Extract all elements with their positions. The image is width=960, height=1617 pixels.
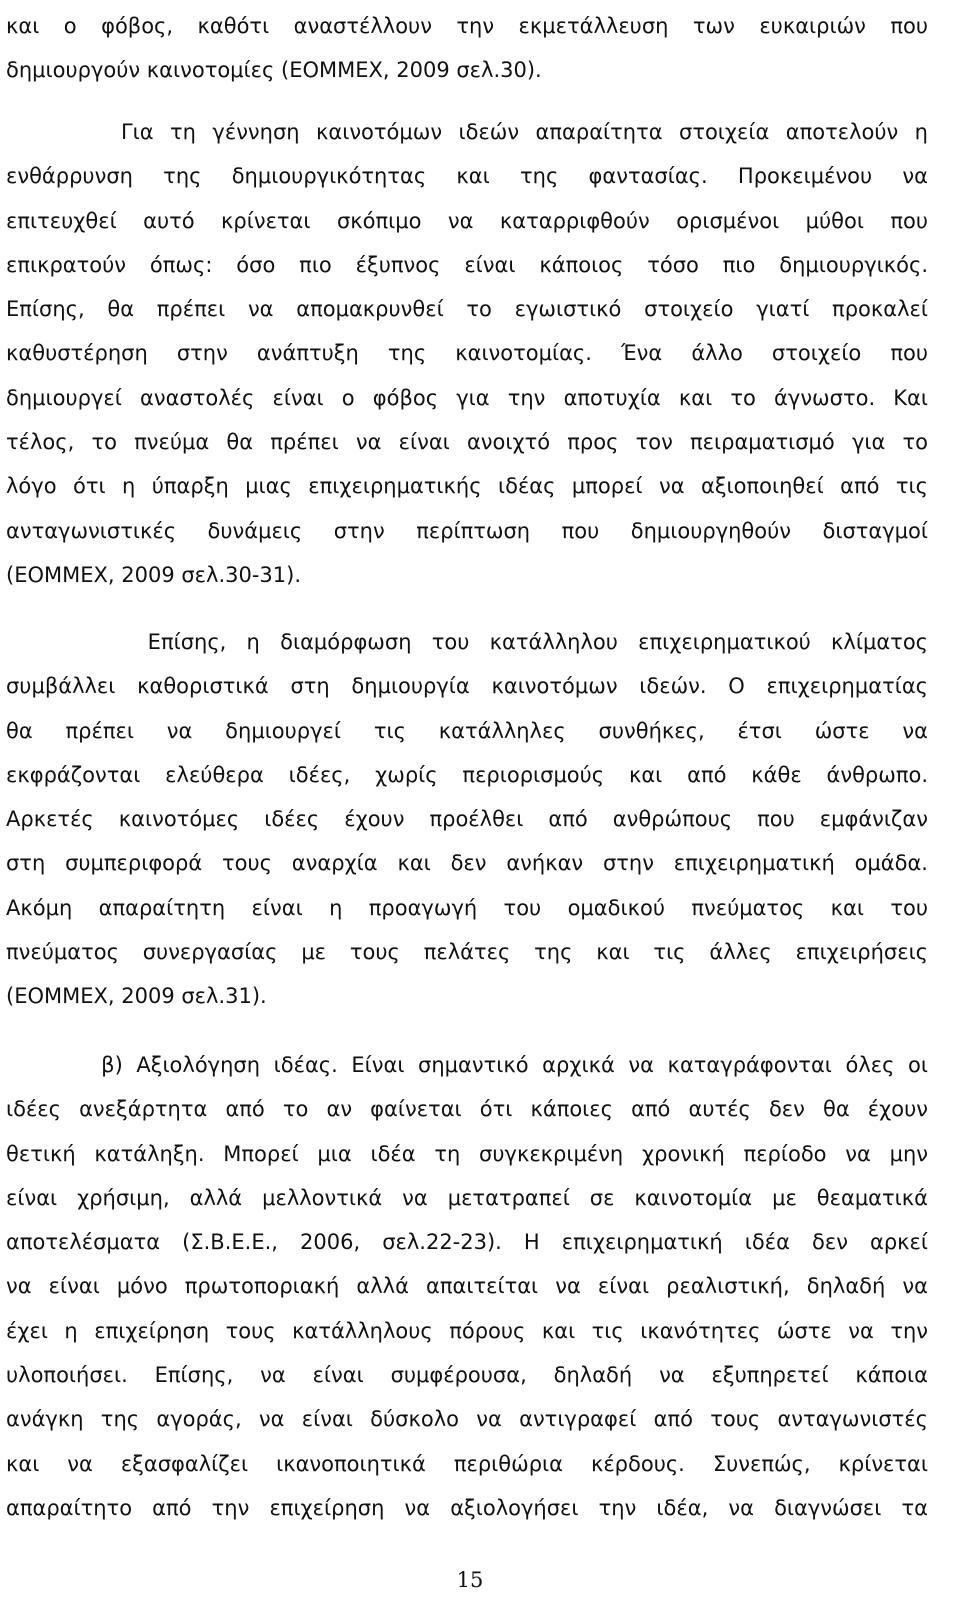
text-line: είναι χρήσιμη, αλλά μελλοντικά να μετατραπεί σε καινοτομία με θεαματικά bbox=[6, 1185, 928, 1210]
text-line: να είναι μόνο πρωτοποριακή αλλά απαιτείται να είναι ρεαλιστική, δηλαδή να bbox=[6, 1274, 928, 1299]
text-line: επιτευχθεί αυτό κρίνεται σκόπιμο να καταρριφθούν ορισμένοι μύθοι που bbox=[6, 208, 928, 233]
text-line: δημιουργούν καινοτομίες (ΕΟΜΜΕΧ, 2009 σελ.30). bbox=[6, 58, 542, 83]
text-line: στη συμπεριφορά τους αναρχία και δεν ανήκαν στην επιχειρηματική ομάδα. bbox=[6, 851, 928, 876]
text-line: Αρκετές καινοτόμες ιδέες έχουν προέλθει από ανθρώπους που εμφάνιζαν bbox=[6, 807, 928, 832]
text-line: εκφράζονται ελεύθερα ιδέες, χωρίς περιορισμούς και από κάθε άνθρωπο. bbox=[6, 762, 928, 787]
text-line: και ο φόβος, καθότι αναστέλλουν την εκμετάλλευση των ευκαιριών που bbox=[6, 14, 928, 38]
text-line: έχει η επιχείρηση τους κατάλληλους πόρους και τις ικανότητες ώστε να την bbox=[6, 1318, 928, 1343]
text-line: Ακόμη απαραίτητη είναι η προαγωγή του ομαδικού πνεύματος και του bbox=[6, 895, 928, 920]
text-line: θετική κατάληξη. Μπορεί μια ιδέα τη συγκεκριμένη χρονική περίοδο να μην bbox=[6, 1141, 928, 1166]
text-line: (ΕΟΜΜΕΧ, 2009 σελ.31). bbox=[6, 984, 267, 1009]
paragraph-1 bbox=[6, 4, 928, 93]
text-line: πνεύματος συνεργασίας με τους πελάτες της και τις άλλες επιχειρήσεις bbox=[6, 940, 928, 965]
text-line: αποτελέσματα (Σ.Β.Ε.Ε., 2006, σελ.22-23). Η επιχειρηματική ιδέα δεν αρκεί bbox=[6, 1230, 928, 1255]
text-line: Επίσης, η διαμόρφωση του κατάλληλου επιχειρηματικού κλίματος bbox=[6, 630, 928, 654]
text-line: και να εξασφαλίζει ικανοποιητικά περιθώρια κέρδους. Συνεπώς, κρίνεται bbox=[6, 1451, 928, 1476]
text-line: ενθάρρυνση της δημιουργικότητας και της φαντασίας. Προκειμένου να bbox=[6, 164, 928, 189]
paragraph-3 bbox=[6, 620, 928, 1019]
text-line: ανταγωνιστικές δυνάμεις στην περίπτωση που δημιουργηθούν δισταγμοί bbox=[6, 518, 928, 543]
text-line: β) Αξιολόγηση ιδέας. Είναι σημαντικό αρχικά να καταγράφονται όλες οι bbox=[6, 1053, 928, 1077]
text-line: θα πρέπει να δημιουργεί τις κατάλληλες συνθήκες, έτσι ώστε να bbox=[6, 718, 928, 743]
text-line: δημιουργεί αναστολές είναι ο φόβος για την αποτυχία και το άγνωστο. Και bbox=[6, 385, 928, 410]
text-line: επικρατούν όπως: όσο πιο έξυπνος είναι κάποιος τόσο πιο δημιουργικός. bbox=[6, 252, 928, 277]
text-line: συμβάλλει καθοριστικά στη δημιουργία καινοτόμων ιδεών. Ο επιχειρηματίας bbox=[6, 674, 928, 699]
text-line: καθυστέρηση στην ανάπτυξη της καινοτομίας. Ένα άλλο στοιχείο που bbox=[6, 341, 928, 366]
text-line: απαραίτητο από την επιχείρηση να αξιολογήσει την ιδέα, να διαγνώσει τα bbox=[6, 1495, 928, 1520]
text-line: Επίσης, θα πρέπει να απομακρυνθεί το εγωιστικό στοιχείο γιατί προκαλεί bbox=[6, 297, 928, 322]
text-line: υλοποιήσει. Επίσης, να είναι συμφέρουσα, δηλαδή να εξυπηρετεί κάποια bbox=[6, 1363, 928, 1388]
paragraph-4 bbox=[6, 1043, 928, 1530]
text-line: ιδέες ανεξάρτητα από το αν φαίνεται ότι κάποιες από αυτές δεν θα έχουν bbox=[6, 1097, 928, 1122]
text-line: ανάγκη της αγοράς, να είναι δύσκολο να αντιγραφεί από τους ανταγωνιστές bbox=[6, 1407, 928, 1432]
paragraph-2 bbox=[6, 110, 928, 597]
text-line: τέλος, το πνεύμα θα πρέπει να είναι ανοιχτό προς τον πειραματισμό για το bbox=[6, 430, 928, 455]
page-number: 15 bbox=[456, 1568, 484, 1592]
text-line: (ΕΟΜΜΕΧ, 2009 σελ.30-31). bbox=[6, 562, 302, 587]
text-line: λόγο ότι η ύπαρξη μιας επιχειρηματικής ιδέας μπορεί να αξιοποιηθεί από τις bbox=[6, 474, 928, 499]
text-line: Για τη γέννηση καινοτόμων ιδεών απαραίτητα στοιχεία αποτελούν η bbox=[6, 120, 928, 144]
